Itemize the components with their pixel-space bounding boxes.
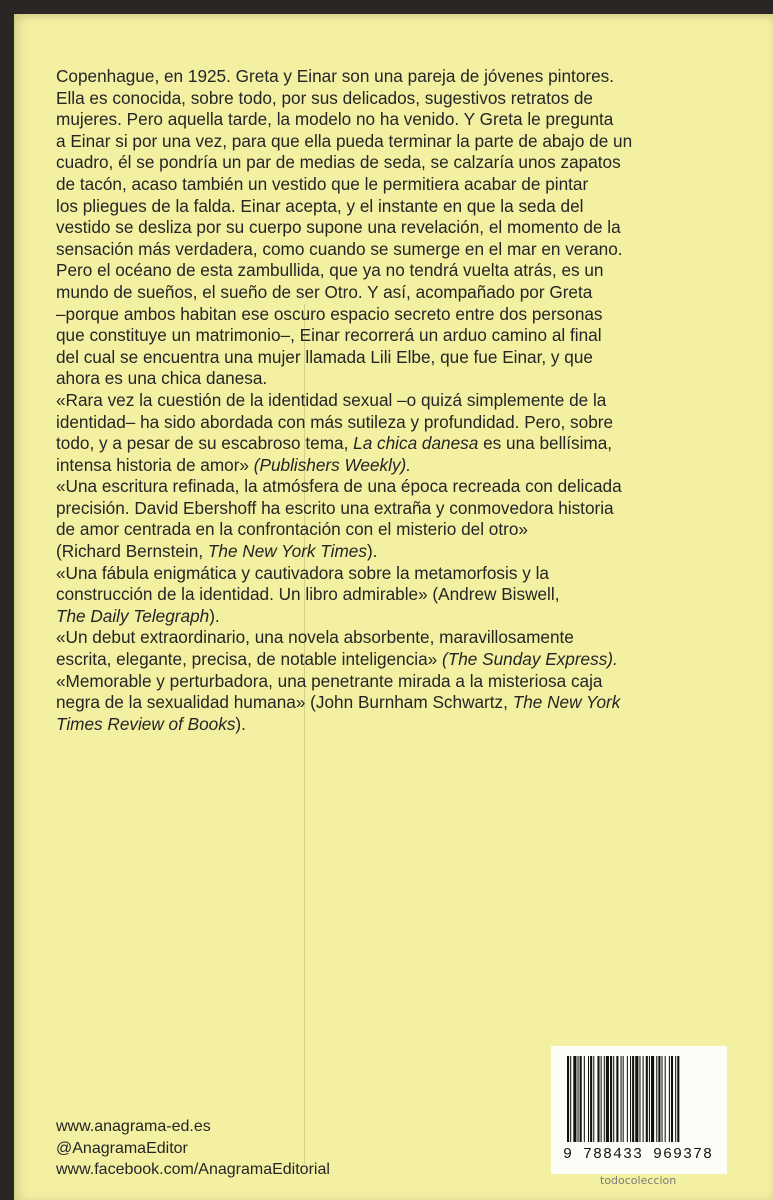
barcode-bar (588, 1056, 589, 1142)
synopsis-line: los pliegues de la falda. Einar acepta, y el instante en que la seda del (56, 195, 584, 216)
synopsis-line: Pero el océano de esta zambullida, que ya no tendrá vuelta atrás, es un (56, 260, 604, 281)
synopsis-line: sensación más verdadera, como cuando se sumerge en el mar en verano. (56, 238, 623, 259)
barcode-bar (669, 1056, 670, 1142)
synopsis-line: Copenhague, en 1925. Greta y Einar son una pareja de jóvenes pintores. (56, 66, 615, 86)
barcode-bar (662, 1056, 663, 1142)
barcode-bar (567, 1056, 569, 1142)
website-link[interactable]: www.anagrama-ed.es (56, 1118, 211, 1135)
barcode-bar (584, 1056, 585, 1142)
barcode-bar (610, 1056, 612, 1142)
review-sunday-express (56, 627, 716, 670)
review-line: de amor centrada en la confrontación con el misterio del otro» (56, 519, 528, 540)
facebook-link[interactable]: www.facebook.com/AnagramaEditorial (56, 1161, 330, 1178)
book-title: La chica danesa (353, 433, 479, 454)
barcode-bar (630, 1056, 631, 1142)
review-line: intensa historia de amor» (56, 454, 254, 475)
synopsis-line: mujeres. Pero aquella tarde, la modelo no ha venido. Y Greta le pregunta (56, 109, 614, 130)
barcode-bar (651, 1056, 654, 1142)
barcode-bar (621, 1056, 622, 1142)
barcode-bar (635, 1056, 638, 1142)
barcode-bar (590, 1056, 592, 1142)
barcode-bar (643, 1056, 644, 1142)
synopsis-line: –porque ambos habitan ese oscuro espacio secreto entre dos personas (56, 303, 603, 324)
barcode-bar (623, 1056, 624, 1142)
synopsis-line: de tacón, acaso también un vestido que le permitiera acabar de pintar (56, 173, 589, 194)
review-line: «Un debut extraordinario, una novela absorbente, maravillosamente (56, 627, 574, 648)
synopsis-line: del cual se encuentra una mujer llamada Lili Elbe, que fue Einar, y que (56, 346, 593, 367)
review-telegraph (56, 563, 716, 628)
review-publishers-weekly (56, 390, 716, 476)
synopsis-line: mundo de sueños, el sueño de ser Otro. Y así, acompañado por Greta (56, 281, 593, 302)
synopsis-line: vestido se desliza por su cuerpo supone una revelación, el momento de la (56, 217, 621, 238)
review-line: (Richard Bernstein, (56, 541, 208, 562)
review-line: ). (366, 541, 378, 562)
review-line: todo, y a pesar de su escabroso tema, (56, 433, 354, 454)
publisher-links (56, 1116, 330, 1181)
review-line: escrita, elegante, precisa, de notable inteligencia» (56, 649, 443, 670)
review-source: The New York Times (207, 541, 367, 562)
review-line: es una bellísima, (478, 433, 613, 454)
barcode-bar (627, 1056, 628, 1142)
synopsis-paragraph (56, 66, 716, 390)
review-source: The Daily Telegraph (56, 605, 210, 626)
review-source: The New York (512, 692, 621, 713)
synopsis-line: cuadro, él se pondría un par de medias de seda, se calzaría unos zapatos (56, 152, 621, 173)
barcode-bar (646, 1056, 648, 1142)
review-nyt-books (56, 671, 716, 736)
barcode-bar (632, 1056, 634, 1142)
review-line: ). (209, 605, 220, 626)
barcode-bar (604, 1056, 605, 1142)
barcode-bar (593, 1056, 594, 1142)
twitter-handle[interactable]: @AnagramaEditor (56, 1139, 188, 1157)
barcode-image (565, 1056, 713, 1144)
synopsis-line: a Einar si por una vez, para que ella pueda terminar la parte de abajo de un (56, 130, 633, 151)
review-line: «Una escritura refinada, la atmósfera de una época recreada con delicada (56, 476, 622, 497)
review-line: negra de la sexualidad humana» (John Burnham Schwartz, (56, 692, 513, 713)
synopsis-line: ahora es una chica danesa. (56, 368, 268, 389)
barcode-bar (606, 1056, 609, 1142)
blurb-text (56, 66, 716, 735)
barcode-bar (573, 1056, 576, 1142)
review-line: «Rara vez la cuestión de la identidad sexual –o quizá simplemente de la (56, 389, 607, 410)
review-line: precisión. David Ebershoff ha escrito una extraña y conmovedora historia (56, 497, 614, 518)
barcode-bar (649, 1056, 650, 1142)
review-source: Times Review of Books (56, 713, 236, 734)
barcode-bar (570, 1056, 571, 1142)
review-source: (Publishers Weekly). (253, 454, 412, 475)
barcode-bar (656, 1056, 657, 1142)
barcode-bar (613, 1056, 614, 1142)
synopsis-line: que constituye un matrimonio–, Einar recorrerá un arduo camino al final (56, 325, 602, 346)
review-line: «Memorable y perturbadora, una penetrante mirada a la misteriosa caja (56, 670, 603, 691)
synopsis-line: Ella es conocida, sobre todo, por sus delicados, sugestivos retratos de (56, 87, 593, 108)
review-line: identidad– ha sido abordada con más sutileza y profundidad. Pero, sobre (56, 411, 614, 432)
barcode-bar (671, 1056, 673, 1142)
barcode-label (551, 1046, 727, 1174)
barcode-bar (580, 1056, 582, 1142)
review-source: (The Sunday Express). (442, 649, 618, 670)
barcode-bar (578, 1056, 579, 1142)
review-line: «Una fábula enigmática y cautivadora sobre la metamorfosis y la (56, 562, 549, 583)
watermark-text: todocoleccion (600, 1174, 677, 1187)
review-line: construcción de la identidad. Un libro admirable» (Andrew Biswell, (56, 584, 560, 605)
barcode-bar (675, 1056, 676, 1142)
barcode-bar (639, 1056, 640, 1142)
barcode-bar (616, 1056, 618, 1142)
isbn-number: 9 788433 969378 (563, 1146, 714, 1163)
barcode-bar (658, 1056, 660, 1142)
barcode-bar (665, 1056, 666, 1142)
barcode-bar (597, 1056, 599, 1142)
review-nyt (56, 476, 716, 562)
barcode-bar (677, 1056, 679, 1142)
review-line: ). (235, 713, 246, 734)
barcode-bar (601, 1056, 602, 1142)
back-cover (14, 14, 773, 1200)
